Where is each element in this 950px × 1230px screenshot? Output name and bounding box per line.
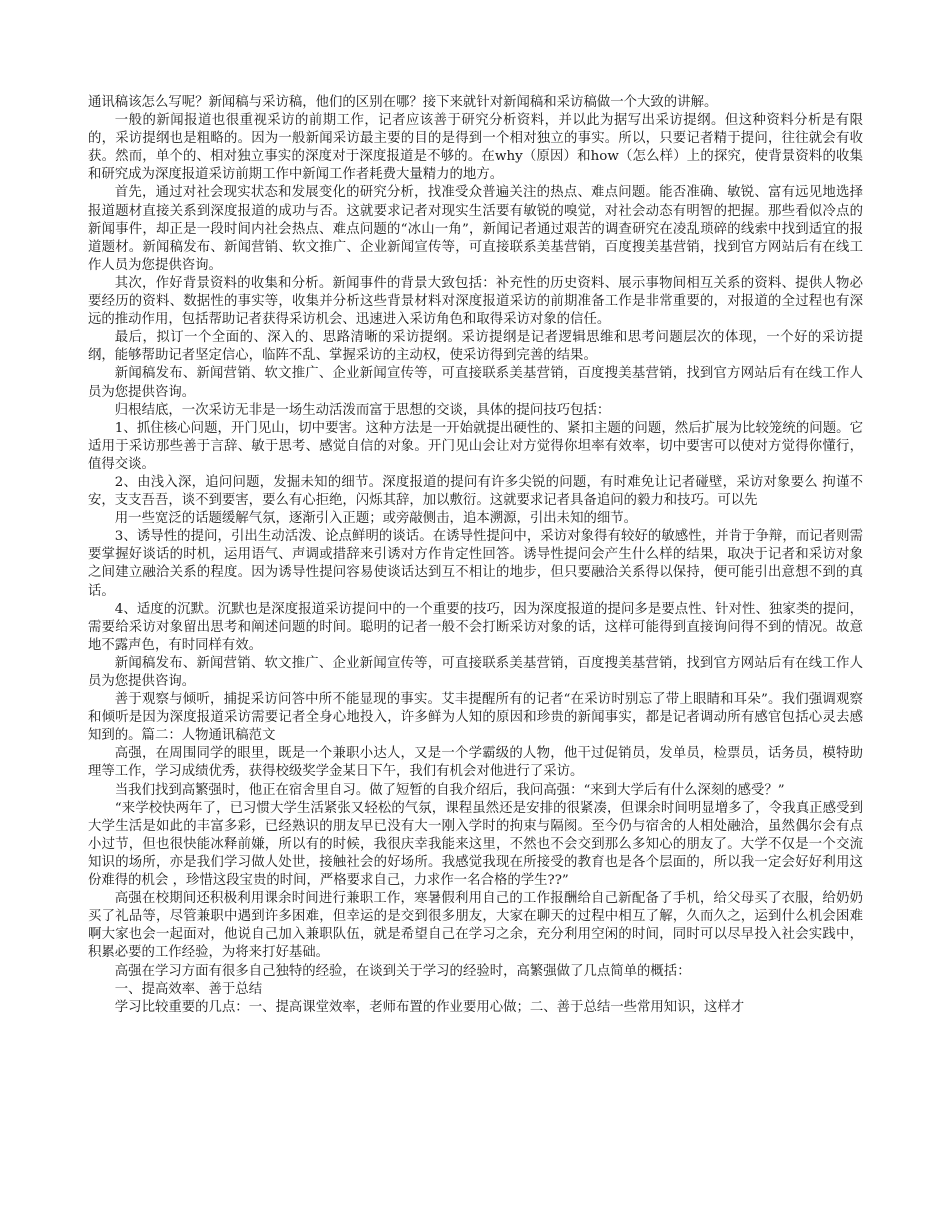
- paragraph: 新闻稿发布、新闻营销、软文推广、企业新闻宣传等，可直接联系美基营销，百度搜美基营销，找到官方网站后有在线工作人员为您提供咨询。: [88, 655, 863, 689]
- paragraph: 通讯稿该怎么写呢？新闻稿与采访稿，他们的区别在哪？接下来就针对新闻稿和采访稿做一个大致的讲解。: [88, 95, 718, 110]
- paragraph: 学习比较重要的几点：一、提高课堂效率，老师布置的作业要用心做；二、善于总结一些常用知识，这样才: [114, 999, 745, 1015]
- paragraph: 用一些宽泛的话题缓解气氛，逐渐引入正题；或旁敲侧击，追本溯源，引出未知的细节。: [114, 511, 638, 527]
- paragraph: 善于观察与倾听，捕捉采访问答中所不能显现的事实。艾丰提醒所有的记者“在采访时别忘了带上眼睛和耳朵”。我们强调观察和倾听是因为深度报道采访需要记者全身心地投入，许多鲜为人知的原因和珍贵的新闻事实，都是记者调动所有感官包括心灵去感知到的。篇二：人物通讯稿范文: [88, 692, 863, 744]
- paragraph: 高强，在周围同学的眼里，既是一个兼职小达人，又是一个学霸级的人物，他干过促销员，发单员，检票员，话务员，模特助理等工作，学习成绩优秀，获得校级奖学金某日下午，我们有机会对他进行了采访。: [88, 746, 863, 780]
- paragraph: 新闻稿发布、新闻营销、软文推广、企业新闻宣传等，可直接联系美基营销，百度搜美基营销，找到官方网站后有在线工作人员为您提供咨询。: [88, 366, 863, 400]
- paragraph: 2、由浅入深，追问问题，发掘未知的细节。深度报道的提问有许多尖锐的问题，有时难免让记者碰壁，采访对象要么 拘谨不安，支支吾吾，谈不到要害，要么有心拒绝，闪烁其辞，加以敷衍。这就要求记者具备追问的毅力和技巧。可以先: [88, 474, 863, 509]
- paragraph: 1、抓住核心问题，开门见山，切中要害。这种方法是一开始就提出硬性的、紧扣主题的问题，然后扩展为比较笼统的问题。它适用于采访那些善于言辞、敏于思考、感觉自信的对象。开门见山会让对方觉得你坦率有效率，切中要害可以使对方觉得你懂行，值得交谈。: [88, 420, 863, 472]
- paragraph: 4、适度的沉默。沉默也是深度报道采访提问中的一个重要的技巧，因为深度报道的提问多是要点性、针对性、独家类的提问，需要给采访对象留出思考和阐述问题的时间。聪明的记者一般不会打断采访对象的话，这样可能得到直接询问得不到的情况。故意地不露声色，有时同样有效。: [88, 601, 863, 653]
- paragraph: “来学校快两年了，已习惯大学生活紧张又轻松的气氛，课程虽然还是安排的很紧凑，但课余时间明显增多了，令我真正感受到大学生活是如此的丰富多彩，已经熟识的朋友早已没有大一刚入学时的拘束与隔阂。至今仍与宿舍的人相处融洽，虽然偶尔会有点小过节，但也很快能冰释前嫌，所以有的时候，我很庆幸我能来这里，不然也不会交到那么多知心的朋友了。大学不仅是一个交流知识的场所，亦是我们学习做人处世，接触社会的好场所。我感觉我现在所接受的教育也是各个层面的，所以我一定会好好利用这份难得的机会 ，珍惜这段宝贵的时间，严格要求自己，力求作一名合格的学生??”: [88, 800, 863, 889]
- paragraph: 3、诱导性的提问，引出生动活泼、论点鲜明的谈话。在诱导性提问中，采访对象得有较好的敏感性，并肯于争辩，而记者则需要掌握好谈话的时机，运用语气、声调或措辞来引诱对方作肯定性回答。诱导性提问会产生什么样的结果，取决于记者和采访对象之间建立融洽关系的程度。因为诱导性提问容易使谈话达到互不相让的地步，但只要融洽关系得以保持，便可能引出意想不到的真话。: [88, 529, 863, 599]
- paragraph: 当我们找到高繁强时，他正在宿舍里自习。做了短暂的自我介绍后，我问高强：“来到大学后有什么深刻的感受？”: [114, 782, 785, 798]
- paragraph: 首先，通过对社会现实状态和发展变化的研究分析，找准受众普遍关注的热点、难点问题。能否准确、敏锐、富有远见地选择报道题材直接关系到深度报道的成功与否。这就要求记者对现实生活要有敏锐的嗅觉，对社会动态有明智的把握。那些看似冷点的新闻事件，却正是一段时间内社会热点、难点问题的“冰山一角”，新闻记者通过艰苦的调查研究在凌乱琐碎的线索中找到适宜的报道题材。新闻稿发布、新闻营销、软文推广、企业新闻宣传等，可直接联系美基营销，百度搜美基营销，找到官方网站后有在线工作人员为您提供咨询。: [88, 185, 863, 273]
- paragraph: 高强在校期间还积极利用课余时间进行兼职工作，寒暑假利用自己的工作报酬给自己新配备了手机，给父母买了衣服，给奶奶买了礼品等，尽管兼职中遇到许多困难，但幸运的是交到很多朋友，大家在聊天的过程中相互了解，久而久之，运到什么机会困难啊大家也会一起面对，他说自己加入兼职队伍，就是希望自己在学习之余，充分利用空闲的时间，同时可以尽早投入社会实践中，积累必要的工作经验，为将来打好基础。: [88, 891, 863, 961]
- paragraph: 高强在学习方面有很多自己独特的经验，在谈到关于学习的经验时，高繁强做了几点简单的概括：: [114, 963, 691, 979]
- paragraph: 归根结底，一次采访无非是一场生动活泼而富于思想的交谈，具体的提问技巧包括：: [114, 402, 611, 418]
- paragraph: 一、提高效率、善于总结: [114, 981, 263, 997]
- paragraph: 其次，作好背景资料的收集和分析。新闻事件的背景大致包括：补充性的历史资料、展示事物间相互关系的资料、提供人物必要经历的资料、数据性的事实等，收集并分析这些背景材料对深度报道采访的前期准备工作是非常重要的，对报道的全过程也有深远的推动作用，包括帮助记者获得采访机会、迅速进入采访角色和取得采访对象的信任。: [88, 275, 863, 328]
- paragraph: 一般的新闻报道也很重视采访的前期工作，记者应该善于研究分析资料，并以此为据写出采访提纲。但这种资料分析是有限的，采访提纲也是粗略的。因为一般新闻采访最主要的目的是得到一个相对独立的事实。所以，只要记者精于提问，往往就会有收获。然而，单个的、相对独立事实的深度对于深度报道是不够的。在why（原因）和how（怎么样）上的探究，使背景资料的收集和研究成为深度报道采访前期工作中新闻工作者耗费大量精力的地方。: [88, 113, 863, 183]
- document-body: [88, 94, 863, 1017]
- paragraph: 最后，拟订一个全面的、深入的、思路清晰的采访提纲。采访提纲是记者逻辑思维和思考问题层次的体现，一个好的采访提纲，能够帮助记者坚定信心，临阵不乱、掌握采访的主动权，使采访得到完善的结果。: [88, 330, 863, 364]
